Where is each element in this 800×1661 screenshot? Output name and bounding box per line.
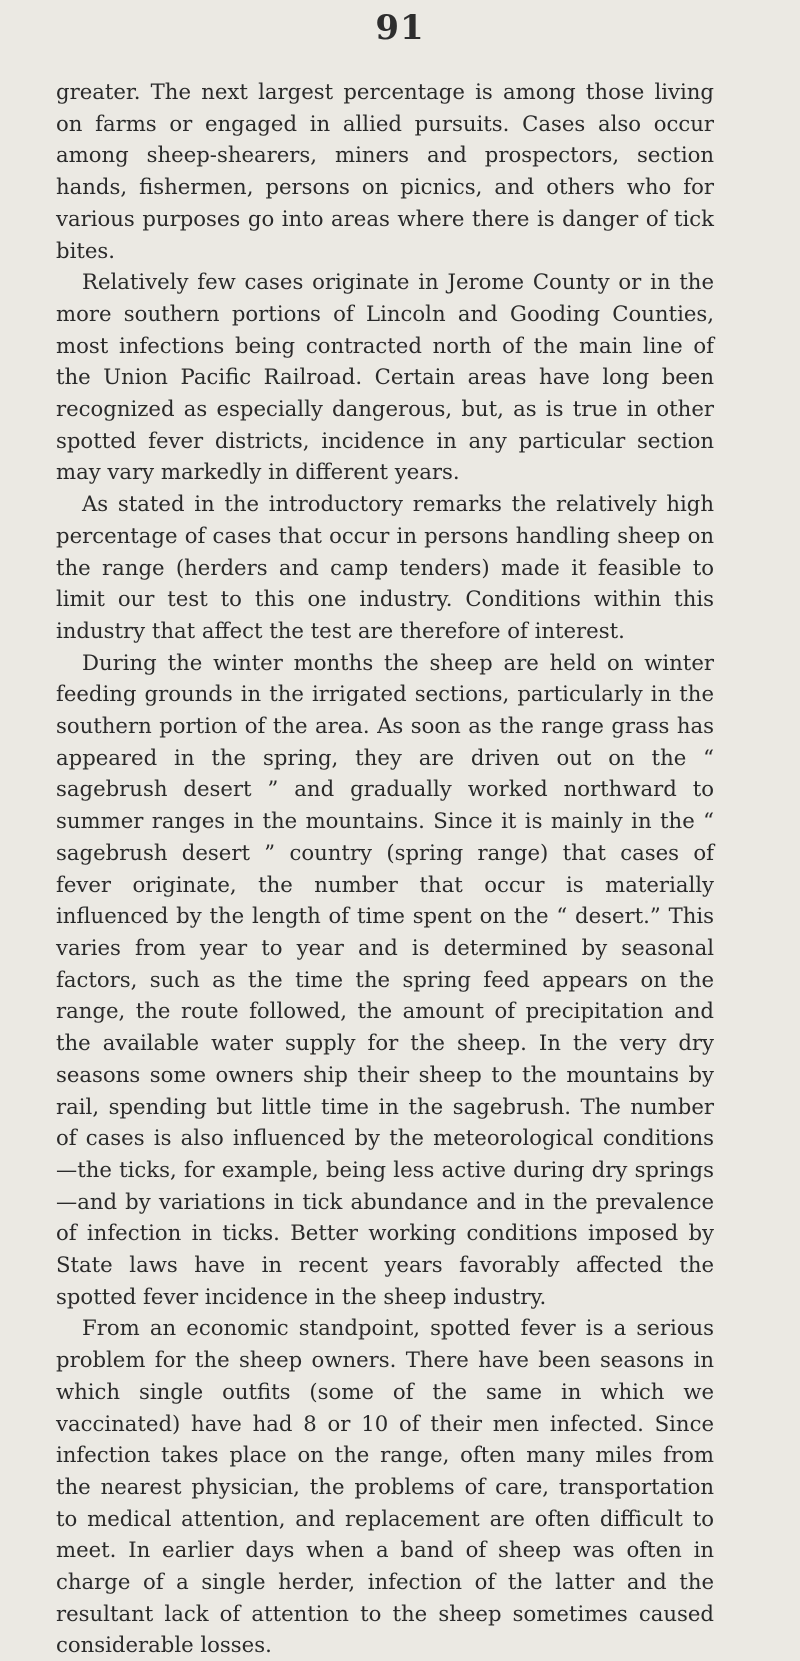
paragraph: greater. The next largest percentage is among those living on farms or engaged in allied pursuits. Cases also occur among sheep-shearers, miners and prospectors, section hands, fishermen, persons on picnics, and others who for various purposes go into areas where there is danger of tick bites. [56, 79, 714, 263]
page-number: 91 [375, 8, 425, 48]
paragraph: As stated in the introductory remarks the relatively high percentage of cases that occur in persons handling sheep on the range (herders and camp tenders) made it feasible to limit our test to this one industry. Conditions within this industry that affect the test are therefore of interest. [56, 491, 714, 643]
paragraph: During the winter months the sheep are held on winter feeding grounds in the irrigated sections, particularly in the southern portion of the area. As soon as the range grass has appeared in the spring, they are driven out on the “ sagebrush desert ” and gradually worked northward to summer ranges in the mountains. Since it is mainly in the “ sagebrush desert ” country (spring range) that cases of fever originate, the number that occur is materially influenced by the length of time spent on the “ desert.” This varies from year to year and is determined by seasonal factors, such as the time the spring feed appears on the range, the route followed, the amount of precipitation and the available water supply for the sheep. In the very dry seasons some owners ship their sheep to the mountains by rail, spending but little time in the sagebrush. The number of cases is also influenced by the meteorological conditions—the ticks, for example, being less active during dry springs—and by variations in tick abundance and in the prevalence of infection in ticks. Better working conditions imposed by State laws have in recent years favorably affected the spotted fever incidence in the sheep industry. [56, 649, 714, 1309]
body-text [56, 76, 714, 1661]
paragraph: From an economic standpoint, spotted fever is a serious problem for the sheep owners. There have been seasons in which single outfits (some of the same in which we vaccinated) have had 8 or 10 of their men infected. Since infection takes place on the range, often many miles from the nearest physician, the problems of care, transportation to medical attention, and replacement are often difficult to meet. In earlier days when a band of sheep was often in charge of a single herder, infection of the latter and the resultant lack of attention to the sheep sometimes caused considerable losses. [56, 1315, 714, 1658]
paragraph: Relatively few cases originate in Jerome County or in the more southern portions of Lincoln and Gooding Counties, most infections being contracted north of the main line of the Union Pacific Railroad. Certain areas have long been recognized as especially dangerous, but, as is true in other spotted fever districts, incidence in any particular section may vary markedly in different years. [56, 269, 714, 485]
